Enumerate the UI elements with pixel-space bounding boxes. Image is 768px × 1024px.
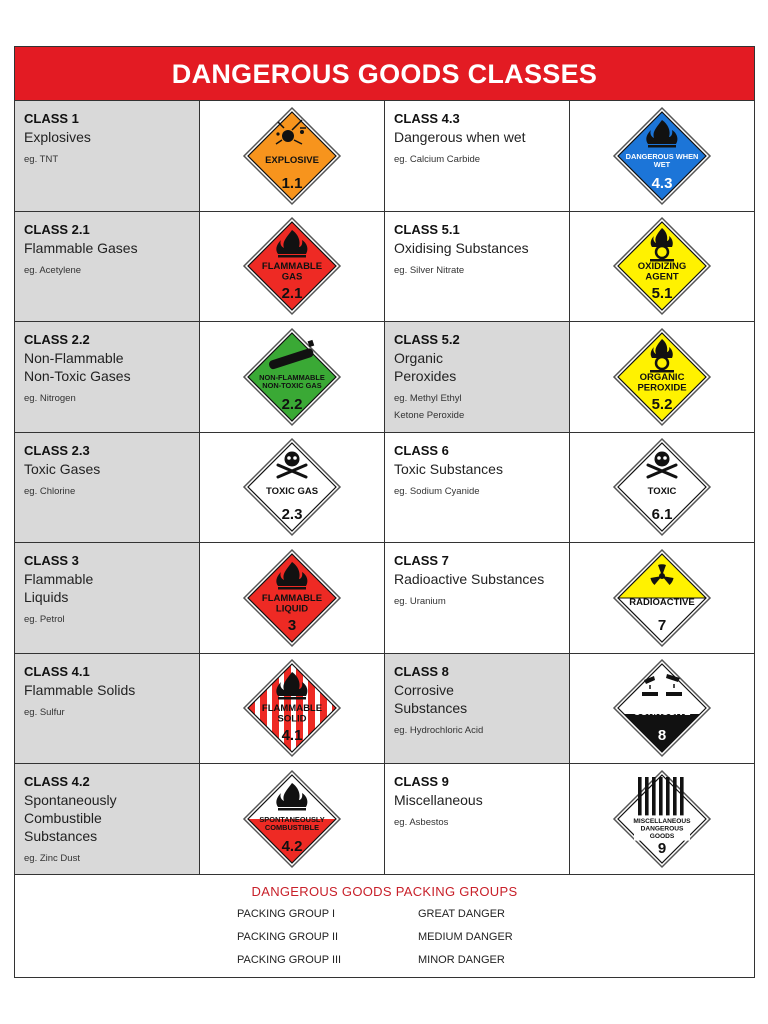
packing-groups-section bbox=[15, 876, 754, 977]
packing-group-row bbox=[15, 908, 754, 922]
class-info-cell bbox=[15, 433, 200, 544]
flame-icon bbox=[200, 654, 385, 765]
placard-number: 9 bbox=[657, 839, 667, 857]
packing-group-row bbox=[15, 954, 754, 968]
flame-icon bbox=[570, 101, 754, 212]
class-example: eg. Calcium Carbide bbox=[394, 154, 481, 165]
class-number: CLASS 1 bbox=[24, 111, 79, 126]
class-example: eg. Petrol bbox=[24, 614, 65, 625]
class-description: Miscellaneous bbox=[394, 792, 483, 808]
packing-group-danger: GREAT DANGER bbox=[418, 908, 505, 920]
class-info-cell bbox=[385, 543, 570, 654]
placard-label: EXPLOSIVE bbox=[265, 154, 319, 166]
class-number: CLASS 5.2 bbox=[394, 332, 460, 347]
corrosion-icon bbox=[570, 654, 754, 765]
class-number: CLASS 2.1 bbox=[24, 221, 90, 237]
class-example: eg. Uranium bbox=[394, 596, 446, 607]
gas-cylinder-icon bbox=[200, 322, 385, 433]
placard-number: 5.2 bbox=[651, 395, 673, 413]
class-example: eg. Chlorine bbox=[24, 485, 76, 497]
flame-icon bbox=[200, 212, 385, 323]
class-example: eg. Hydrochloric Acid bbox=[394, 724, 484, 736]
class-number: CLASS 8 bbox=[394, 663, 449, 679]
class-info-cell bbox=[15, 764, 200, 875]
placard-label: SPONTANEOUSLY COMBUSTIBLE bbox=[259, 814, 325, 832]
class-info-cell bbox=[385, 654, 570, 765]
hazard-placard bbox=[242, 437, 342, 537]
class-example: eg. Sulfur bbox=[24, 706, 65, 718]
placard-number: 2.2 bbox=[281, 395, 303, 413]
class-example: eg. Zinc Dust bbox=[24, 853, 80, 864]
class-description: Dangerous when wet bbox=[394, 129, 526, 145]
placard-number: 7 bbox=[657, 616, 667, 634]
skull-crossbones-icon bbox=[200, 433, 385, 544]
placard-number: 3 bbox=[287, 616, 297, 634]
placard-label: DANGEROUS WHEN WET bbox=[625, 151, 699, 169]
hazard-placard bbox=[612, 327, 712, 427]
class-example: eg. Nitrogen bbox=[24, 393, 76, 404]
packing-groups-title: DANGEROUS GOODS PACKING GROUPS bbox=[251, 884, 518, 899]
placard-number: 2.1 bbox=[281, 285, 303, 303]
class-info-cell bbox=[15, 543, 200, 654]
class-description: Toxic Gases bbox=[24, 460, 101, 477]
placard-label: TOXIC GAS bbox=[265, 486, 319, 498]
class-description: Explosives bbox=[24, 129, 91, 145]
class-info-cell bbox=[385, 212, 570, 323]
class-info-cell bbox=[385, 322, 570, 433]
class-number: CLASS 2.3 bbox=[24, 442, 90, 458]
class-number: CLASS 4.2 bbox=[24, 774, 90, 789]
packing-group-name: PACKING GROUP II bbox=[237, 931, 339, 943]
page-title: DANGEROUS GOODS CLASSES bbox=[15, 47, 754, 101]
class-info-cell bbox=[385, 764, 570, 875]
placard-label: FLAMMABLE GAS bbox=[261, 261, 323, 283]
placard-number: 1.1 bbox=[281, 174, 303, 192]
hazard-placard bbox=[612, 216, 712, 316]
packing-group-row bbox=[15, 931, 754, 945]
flame-icon bbox=[200, 543, 385, 654]
hazard-placard bbox=[612, 437, 712, 537]
placard-number: 6.1 bbox=[651, 506, 673, 524]
hazard-placard bbox=[242, 327, 342, 427]
placard-label: TOXIC bbox=[647, 486, 677, 498]
flame-over-circle-icon bbox=[570, 322, 754, 433]
hazard-placard bbox=[612, 106, 712, 206]
class-info-cell bbox=[15, 212, 200, 323]
hazard-placard bbox=[612, 769, 712, 869]
placard-label: FLAMMABLE LIQUID bbox=[261, 592, 323, 615]
class-description: Radioactive Substances bbox=[394, 571, 545, 587]
placard-number: 4.1 bbox=[281, 727, 303, 745]
class-info-cell bbox=[385, 433, 570, 544]
flame-icon bbox=[200, 764, 385, 875]
hazard-placard bbox=[242, 769, 342, 869]
class-info-cell bbox=[385, 101, 570, 212]
class-number: CLASS 7 bbox=[394, 553, 449, 568]
class-example: eg. Acetylene bbox=[24, 264, 82, 276]
placard-number: 4.3 bbox=[651, 174, 673, 192]
class-description: Organic Peroxides bbox=[394, 350, 457, 384]
class-example: eg. Sodium Cyanide bbox=[394, 485, 480, 497]
class-info-cell bbox=[15, 322, 200, 433]
placard-label: CORROSIVE bbox=[633, 707, 691, 719]
hazard-placard bbox=[612, 658, 712, 758]
class-description: Flammable Gases bbox=[24, 239, 138, 256]
placard-number: 8 bbox=[657, 727, 667, 745]
class-example: eg. Methyl Ethyl Ketone Peroxide bbox=[394, 393, 465, 421]
class-info-cell bbox=[15, 654, 200, 765]
class-number: CLASS 5.1 bbox=[394, 221, 460, 237]
class-description: Oxidising Substances bbox=[394, 239, 529, 256]
class-number: CLASS 3 bbox=[24, 553, 79, 568]
class-description: Non-Flammable Non-Toxic Gases bbox=[24, 350, 131, 384]
class-example: eg. Silver Nitrate bbox=[394, 264, 465, 276]
class-example: eg. Asbestos bbox=[394, 817, 449, 828]
placard-number: 5.1 bbox=[651, 285, 673, 303]
hazard-placard bbox=[242, 658, 342, 758]
packing-group-name: PACKING GROUP I bbox=[237, 908, 336, 920]
radiation-trefoil-icon bbox=[570, 543, 754, 654]
packing-group-name: PACKING GROUP III bbox=[237, 954, 342, 966]
explosion-bomb-icon bbox=[200, 101, 385, 212]
placard-label: RADIOACTIVE bbox=[629, 596, 695, 608]
placard-label: ORGANIC PEROXIDE bbox=[637, 371, 687, 394]
class-number: CLASS 4.3 bbox=[394, 111, 460, 126]
class-description: Flammable Solids bbox=[24, 681, 136, 698]
skull-crossbones-icon bbox=[570, 433, 754, 544]
placard-number: 2.3 bbox=[281, 506, 303, 524]
class-number: CLASS 4.1 bbox=[24, 663, 90, 679]
hazard-placard bbox=[242, 216, 342, 316]
hazard-placard bbox=[242, 548, 342, 648]
black-stripes-icon bbox=[570, 764, 754, 875]
packing-group-danger: MINOR DANGER bbox=[418, 954, 505, 966]
class-description: Spontaneously Combustible Substances bbox=[24, 792, 117, 844]
packing-group-danger: MEDIUM DANGER bbox=[418, 931, 513, 943]
class-number: CLASS 9 bbox=[394, 774, 449, 789]
class-number: CLASS 2.2 bbox=[24, 332, 90, 347]
class-info-cell bbox=[15, 101, 200, 212]
class-description: Toxic Substances bbox=[394, 460, 503, 477]
placard-label: OXIDIZING AGENT bbox=[637, 261, 687, 283]
placard-number: 4.2 bbox=[281, 837, 303, 855]
placard-label: MISCELLANEOUS DANGEROUS GOODS bbox=[633, 817, 691, 840]
placard-label: FLAMMABLE SOLID bbox=[261, 703, 323, 725]
class-description: Corrosive Substances bbox=[394, 681, 468, 716]
class-grid bbox=[15, 101, 754, 875]
placard-label: NON-FLAMMABLE NON-TOXIC GAS bbox=[259, 372, 325, 390]
hazard-placard bbox=[242, 106, 342, 206]
hazard-placard bbox=[612, 548, 712, 648]
class-number: CLASS 6 bbox=[394, 442, 449, 458]
class-example: eg. TNT bbox=[24, 154, 59, 165]
flame-over-circle-icon bbox=[570, 212, 754, 323]
class-description: Flammable Liquids bbox=[24, 571, 94, 605]
dangerous-goods-sheet bbox=[14, 46, 755, 978]
